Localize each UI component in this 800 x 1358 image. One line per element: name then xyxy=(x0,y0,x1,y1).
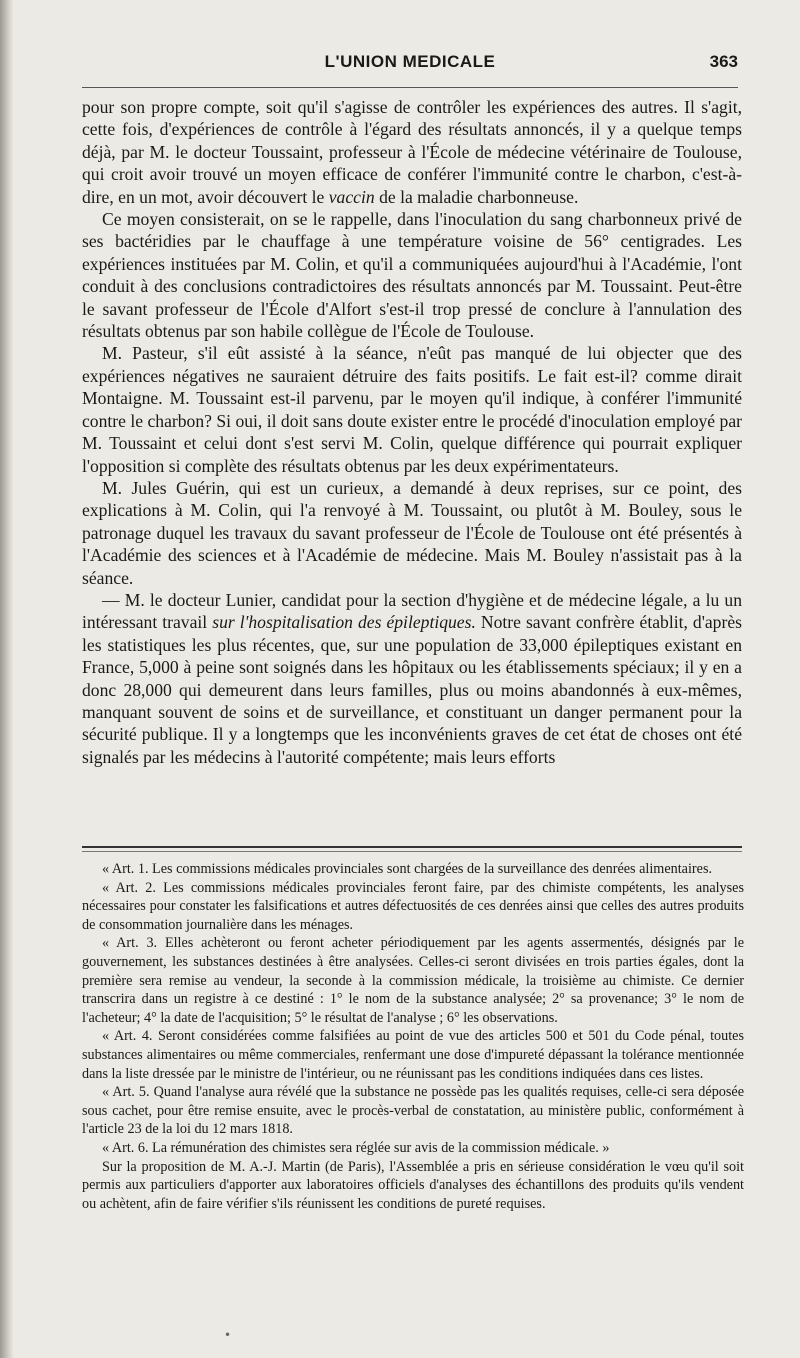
note-art-1: « Art. 1. Les commissions médicales provinciales sont chargées de la surveillance des denrées alimentaires. xyxy=(102,861,713,877)
note-proposition: Sur la proposition de M. A.-J. Martin (de Paris), l'Assemblée a pris en sérieuse considération le vœu qu'il soit permis aux particuliers d'apporter aux laboratoires officiels d'analyses des échantillons des produits qu'ils vendent ou achètent, afin de faire vérifier s'ils réunissent les conditions de pureté requises. xyxy=(82,1158,744,1212)
note-art-2: « Art. 2. Les commissions médicales provinciales feront faire, par des chimiste compétents, les analyses nécessaires pour constater les falsifications et autres défectuosités de ces denrées ainsi que celles des autres produits de consommation journalière dans les ménages. xyxy=(82,879,744,933)
emphasis-vaccin: vaccin xyxy=(328,186,375,207)
page-number: 363 xyxy=(709,52,738,71)
note-art-5: « Art. 5. Quand l'analyse aura révélé que la substance ne possède pas les qualités requises, celle-ci sera déposée sous cachet, pour être remise ensuite, avec le procès-verbal de constatation, au ministère public, conformément à l'article 23 de la loi du 12 mars 1818. xyxy=(82,1084,744,1138)
page-header xyxy=(82,52,738,78)
note-art-6: « Art. 6. La rémunération des chimistes sera réglée sur avis de la commission médicale. » xyxy=(102,1139,610,1156)
paragraph-1: pour son propre compte, soit qu'il s'agisse de contrôler les expériences des autres. Il s'agit, cette fois, d'expériences de contrôle à l'égard des résultats annoncés, il y a quelque temps déjà, par M. le docteur Toussaint, professeur à l'École de médecine vétérinaire de Toulouse, qui croit avoir trouvé un moyen efficace de conférer l'immunité contre le charbon, c'est-à-dire, en un mot, avoir découvert le vaccin de la maladie charbonneuse. xyxy=(82,97,742,207)
paragraph-2: Ce moyen consisterait, on se le rappelle, dans l'inoculation du sang charbonneux privé de ses bactéridies par le chauffage à une température voisine de 56° centigrades. Les expériences instituées par M. Colin, et qu'il a communiquées aujourd'hui à l'Académie, l'ont conduit à des conclusions contradictoires des résultats annoncés par M. Toussaint. Peut-être le savant professeur de l'École d'Alfort s'est-il trop pressé de conclure à l'annulation des résultats obtenus par son habile collègue de l'École de Toulouse. xyxy=(82,209,742,342)
running-title: L'UNION MEDICALE xyxy=(324,52,496,71)
footnote-rule-thin xyxy=(82,851,742,852)
print-speck: • xyxy=(224,1328,232,1342)
emphasis-hospitalisation: sur l'hospitalisation des épileptiques. xyxy=(212,612,476,633)
paragraph-4: M. Jules Guérin, qui est un curieux, a demandé à deux reprises, sur ce point, des explications à M. Colin, qui l'a renvoyé à M. Toussaint, ou plutôt à M. Bouley, sous le patronage duquel les travaux du savant professeur de l'École de Toulouse ont été présentés à l'Académie des sciences et à l'Académie de médecine. Mais M. Bouley n'assistait pas à la séance. xyxy=(82,477,742,588)
paragraph-3: M. Pasteur, s'il eût assisté à la séance, n'eût pas manqué de lui objecter que des expériences négatives ne sauraient détruire des faits positifs. Le fait est-il? comme dirait Montaigne. M. Toussaint est-il parvenu, par le moyen qu'il indique, à conférer l'immunité contre le charbon? Si oui, il doit sans doute exister entre le procédé d'inoculation employé par M. Toussaint et celui dont s'est servi M. Colin, quelque différence qui pourrait expliquer l'opposition si complète des résultats obtenus par les deux expérimentateurs. xyxy=(82,343,742,476)
header-rule xyxy=(82,87,738,88)
page-shadow-edge xyxy=(0,0,14,1358)
note-art-4: « Art. 4. Seront considérées comme falsifiées au point de vue des articles 500 et 501 du Code pénal, toutes substances alimentaires ou même commerciales, renfermant une dose d'impureté dépassant la tolérance mentionnée dans la liste dressée par le ministre de l'intérieur, ou ne réunissant pas les conditions indiquées dans ces listes. xyxy=(82,1028,744,1082)
footnote-rule xyxy=(82,846,742,848)
paragraph-5: — M. le docteur Lunier, candidat pour la section d'hygiène et de médecine légale, a lu un intéressant travail sur l'hospitalisation des épileptiques. Notre savant confrère établit, d'après les statistiques les plus récentes, que, sur une population de 33,000 épileptiques existant en France, 5,000 à peine sont soignés dans les hôpitaux ou les établissements spéciaux; il y en a donc 28,000 qui demeurent dans leurs familles, plus ou moins abandonnés à eux-mêmes, manquant souvent de soins et de surveillance, et constituant un danger permanent pour la sécurité publique. Il y a longtemps que les inconvénients graves de cet état de choses ont été signalés par les médecins à l'autorité compétente; mais leurs efforts xyxy=(82,589,742,767)
footnotes xyxy=(82,860,744,1213)
note-art-3: « Art. 3. Elles achèteront ou feront acheter périodiquement par les agents assermentés, désignés par le gouvernement, les substances destinées à être analysées. Celles-ci seront divisées en trois parties égales, dont la première sera remise au vendeur, la seconde à la commission médicale, la troisième au chimiste. Ce dernier transcrira dans un registre à ce destiné : 1° le nom de la substance analysée; 2° sa provenance; 3° le nom de l'acheteur; 4° la date de l'acquisition; 5° le résultat de l'analyse ; 6° les observations. xyxy=(82,935,744,1026)
main-text xyxy=(82,96,742,768)
